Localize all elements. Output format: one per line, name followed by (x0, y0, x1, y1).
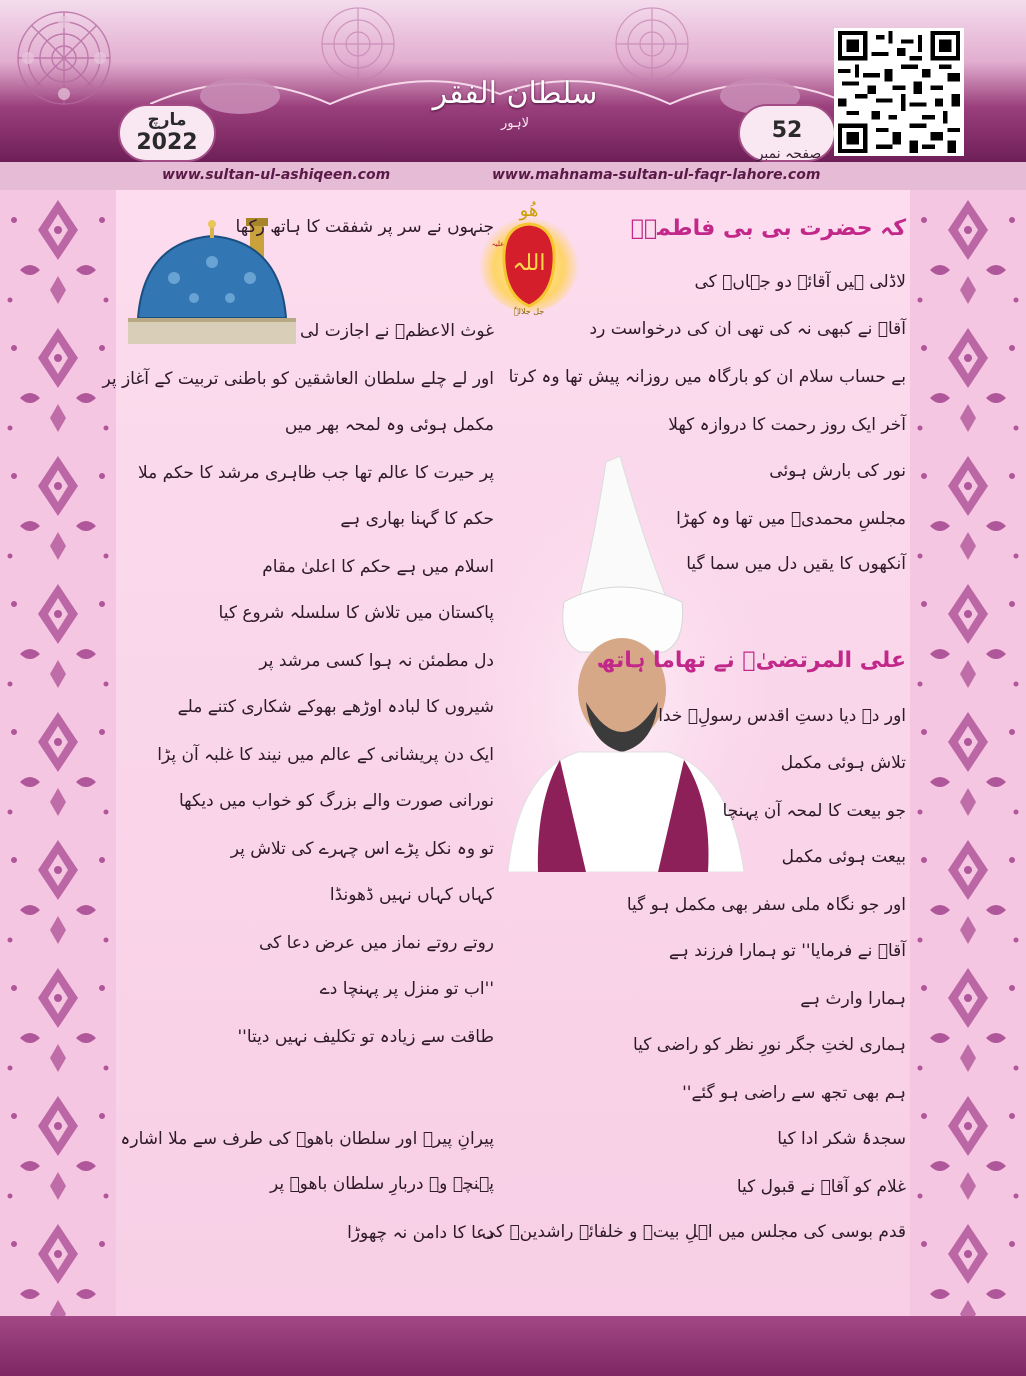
allah-calligraphy-emblem-icon (474, 196, 584, 316)
poem-line: قدم بوسی کی مجلس میں اہلِ بیتؓ و خلفائے راشدینؓ کی (481, 1222, 906, 1242)
poem-line: نور کی بارش ہوئی (769, 461, 906, 481)
logo-title: سلطان الفقر (432, 76, 598, 111)
rosette-ornament-icon (14, 8, 114, 108)
poem-line: آخر ایک روز رحمت کا دروازہ کھلا (668, 415, 906, 435)
poem-line: لاڈلی ہیں آقائے دو جہاںؐ کی (694, 272, 906, 292)
poem-line: مجلسِ محمدیؐ میں تھا وہ کھڑا (676, 509, 906, 529)
poem-line: طاقت سے زیادہ تو تکلیف نہیں دیتا'' (237, 1027, 494, 1047)
poem-line: دعا کا دامن نہ چھوڑا (347, 1223, 494, 1243)
alaihi-text: علیہ (491, 240, 505, 248)
poem-line: جنہوں نے سر پر شفقت کا ہاتھ رکھا (235, 217, 494, 237)
poem-line: غلام کو آقاؐ نے قبول کیا (736, 1177, 906, 1197)
poem-line: تلاش ہوئی مکمل (780, 753, 906, 773)
logo-subtitle: لاہور (500, 116, 530, 131)
poem-line: اور لے چلے سلطان العاشقین کو باطنی تربیت کے آغاز پر (102, 369, 494, 389)
page-number-badge (738, 104, 836, 162)
poem-line: اور دے دیا دستِ اقدس رسولِؐ خدا (658, 706, 906, 726)
poem-line: ہم بھی تجھ سے راضی ہو گئے'' (682, 1083, 906, 1103)
poem-line: جو بیعت کا لمحہ آن پہنچا (722, 801, 906, 821)
website-link-right[interactable]: www.mahnama-sultan-ul-faqr-lahore.com (492, 167, 821, 183)
allah-text: اللہ (512, 251, 546, 276)
poem-line: ایک دن پریشانی کے عالم میں نیند کا غلبہ آن پڑا (157, 745, 494, 765)
poem-line: ہماری لختِ جگر نورِ نظر کو راضی کیا (632, 1035, 906, 1055)
right-border-ornament-icon (910, 190, 1026, 1316)
poem-line: پیرانِ پیرؓ اور سلطان باھوؒ کی طرف سے ملا اشارہ (120, 1129, 494, 1149)
shrine-dome-image-icon (124, 218, 300, 350)
poem-line: کہاں کہاں نہیں ڈھونڈا (329, 885, 494, 905)
poem-line: حکم کا گہنا بھاری ہے (340, 509, 494, 529)
poem-line: سجدۂ شکر ادا کیا (777, 1129, 906, 1149)
poem-line: اور جو نگاہ ملی سفر بھی مکمل ہو گیا (626, 895, 906, 915)
footer-bar (0, 1316, 1026, 1376)
poem-line: آقاؐ نے فرمایا'' تو ہمارا فرزند ہے (668, 941, 906, 961)
jalla-text: جل جلالہٗ (513, 307, 545, 316)
poem-line: مکمل ہوئی وہ لمحہ بھر میں (284, 415, 494, 435)
issue-month: مارچ (147, 110, 187, 130)
poem-line: اسلام میں ہے حکم کا اعلیٰ مقام (262, 557, 494, 577)
poem-line: دل مطمئن نہ ہوا کسی مرشد پر (259, 651, 494, 671)
left-border-ornament-icon (0, 190, 116, 1316)
poem-line: بے حساب سلام ان کو بارگاہ میں روزانہ پیش تھا وہ کرتا (508, 367, 906, 387)
poem-heading: کہ حضرت بی بی فاطمہؓ (630, 216, 906, 241)
poem-line: نورانی صورت والے بزرگ کو خواب میں دیکھا (179, 791, 494, 811)
poem-line: شیروں کا لبادہ اوڑھے بھوکے شکاری کتنے ملے (177, 697, 494, 717)
poem-line: ''اب تو منزل پر پہنچا دے (319, 979, 494, 999)
issue-date-badge (118, 104, 216, 162)
qr-code-icon[interactable] (834, 28, 964, 156)
poem-heading: علی المرتضیٰؓ نے تھاما ہاتھ (596, 648, 906, 673)
poem-line: غوث الاعظمؓ نے اجازت لی (300, 321, 494, 341)
url-bar (0, 162, 1026, 190)
poem-line: ہمارا وارث ہے (800, 989, 906, 1009)
poem-line: پر حیرت کا عالم تھا جب ظاہری مرشد کا حکم ملا (138, 463, 494, 483)
hu-text: ھُو (519, 200, 539, 221)
magazine-logo (420, 72, 610, 152)
issue-year: 2022 (136, 130, 198, 155)
header-banner (0, 0, 1026, 162)
poem-line: آنکھوں کا یقیں دل میں سما گیا (686, 554, 906, 574)
poem-line: تو وہ نکل پڑے اس چہرے کی تلاش پر (230, 839, 494, 859)
poem-line: روتے روتے نماز میں عرض دعا کی (258, 933, 494, 953)
poem-line: آقاؐ نے کبھی نہ کی تھی ان کی درخواست رد (589, 319, 906, 339)
page-number: 52 (771, 118, 803, 143)
website-link-left[interactable]: www.sultan-ul-ashiqeen.com (162, 167, 391, 183)
poem-line: پہنچے وہ دربارِ سلطان باھوؒ پر (269, 1174, 494, 1194)
poem-line: بیعت ہوئی مکمل (781, 847, 906, 867)
poem-line: پاکستان میں تلاش کا سلسلہ شروع کیا (218, 603, 494, 623)
page-number-label: صفحہ نمبر (756, 146, 822, 162)
